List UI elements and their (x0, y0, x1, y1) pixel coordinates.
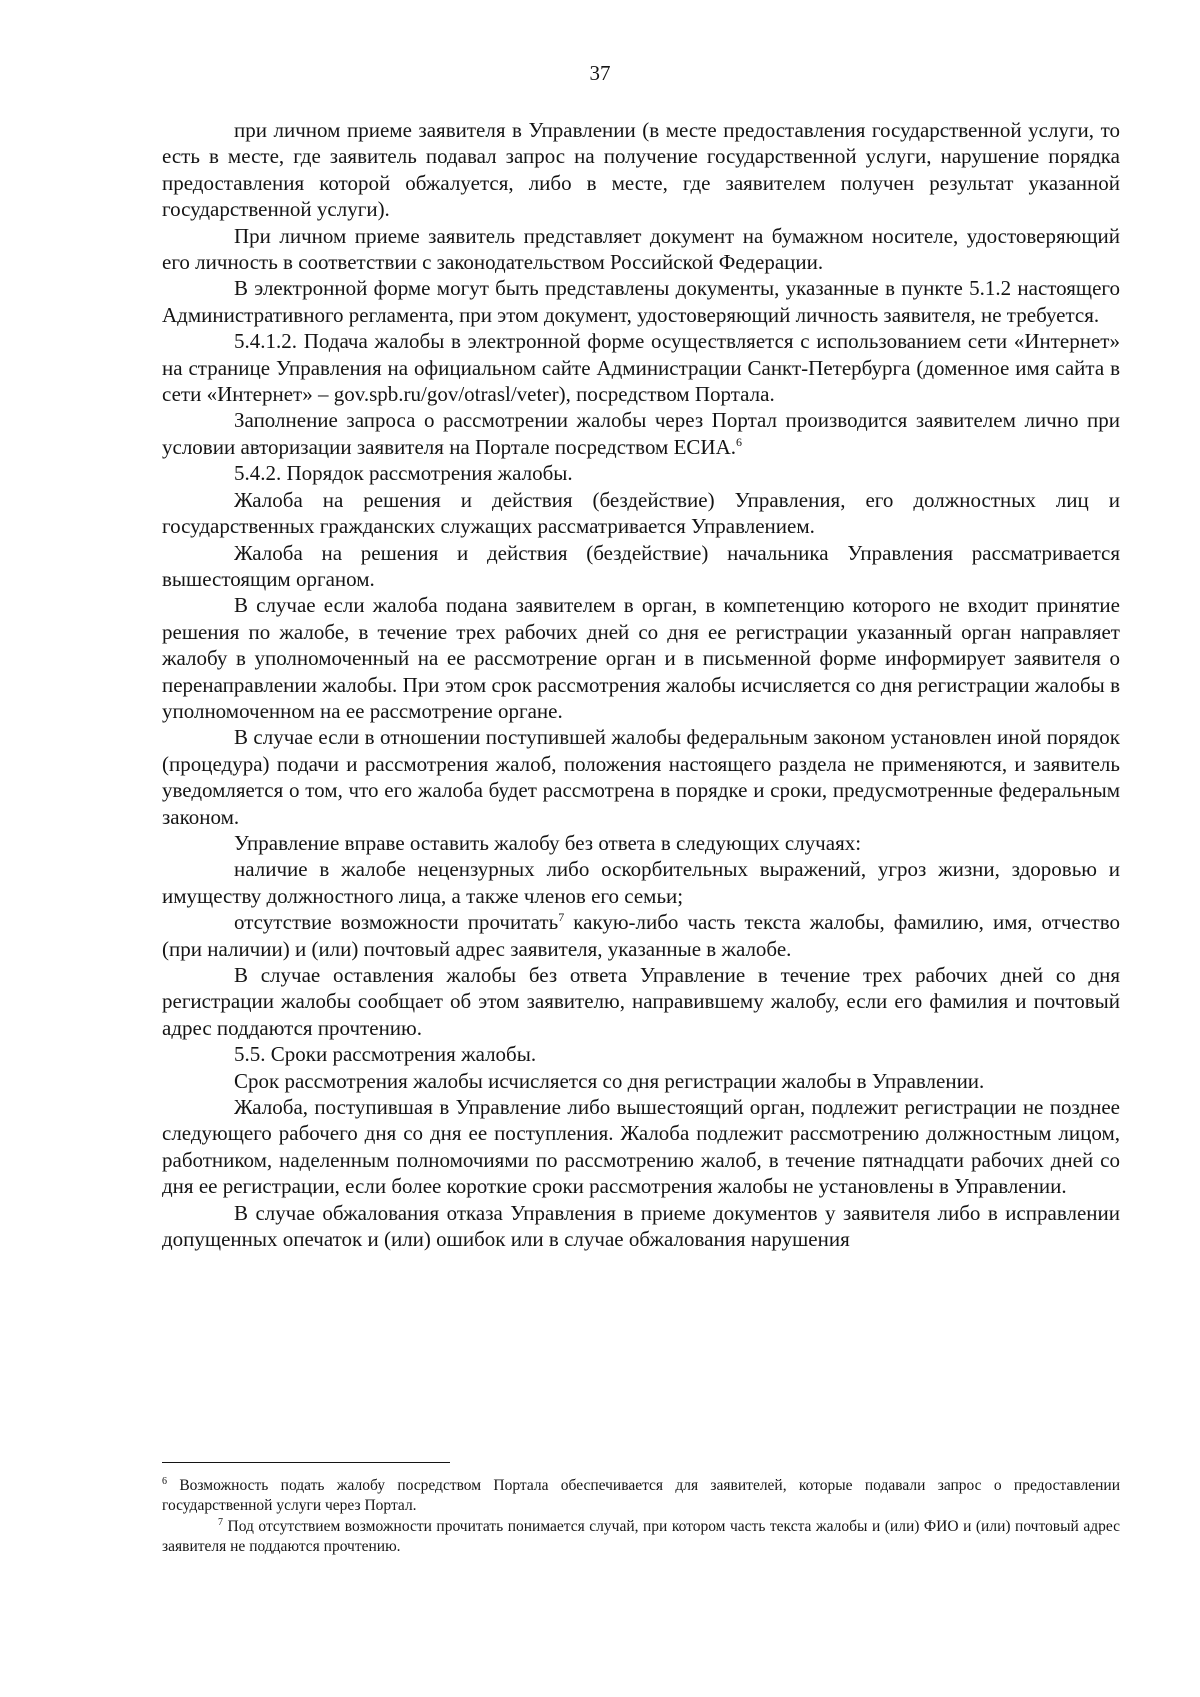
paragraph-3: В электронной форме могут быть представлены документы, указанные в пункте 5.1.2 настоящего Административного регламента, при этом документ, удостоверяющий личность заявителя, не требуется. (162, 276, 1120, 327)
paragraph-8: Жалоба на решения и действия (бездействие) начальника Управления рассматривается вышестоящим органом. (162, 540, 1120, 591)
paragraph-13 (162, 909, 1120, 962)
paragraph-13-lead: отсутствие возможности прочитать (234, 910, 559, 935)
footnote-6 (162, 1476, 1120, 1516)
paragraph-1 (162, 117, 1120, 223)
page-number: 37 (589, 61, 611, 85)
footnote-ref-7: 7 (558, 910, 565, 925)
paragraph-1-text: при личном приеме заявителя в Управлении (в месте предоставления государственной услуги, то есть в месте, где заявитель подавал запрос на получение государственной услуги, нарушение порядка предоставления которой обжалуется, либо в месте, где заявителем получен результат указанной государственной услуги). (162, 118, 1120, 222)
paragraph-18: В случае обжалования отказа Управления в приеме документов у заявителя либо в исправлении допущенных опечаток и (или) ошибок или в случае обжалования нарушения (162, 1200, 1120, 1252)
footnotes (162, 1476, 1120, 1558)
paragraph-4: 5.4.1.2. Подача жалобы в электронной форме осуществляется с использованием сети «Интернет» на странице Управления на официальном сайте Администрации Санкт-Петербурга (доменное имя сайта в сети «Интернет» – gov.spb.ru/gov/otrasl/veter), посредством Портала. (162, 329, 1120, 407)
paragraph-5 (162, 407, 1120, 460)
footnote-7-text: Под отсутствием возможности прочитать понимается случай, при котором часть текста жалобы и (или) ФИО и (или) почтовый адрес заявителя не поддаются прочтению. (162, 1518, 1121, 1555)
paragraph-2: При личном приеме заявитель представляет документ на бумажном носителе, удостоверяющий его личность в соответствии с законодательством Российской Федерации. (162, 223, 1120, 275)
footnote-6-text: Возможность подать жалобу посредством Портала обеспечивается для заявителей, которые подавали запрос о предоставлении государственной услуги через Портал. (162, 1477, 1120, 1514)
paragraph-15: 5.5. Сроки рассмотрения жалобы. (234, 1042, 537, 1067)
paragraph-10: В случае если в отношении поступившей жалобы федеральным законом установлен иной порядок (процедура) подачи и рассмотрения жалоб, положения настоящего раздела не применяются, и заявитель уведомляется о том, что его жалоба будет рассмотрена в порядке и сроки, предусмотренные федеральным законом. (162, 725, 1120, 829)
paragraph-5-text: Заполнение запроса о рассмотрении жалобы через Портал производится заявителем лично при условии авторизации заявителя на Портале посредством ЕСИА. (162, 408, 1120, 459)
footnote-7-mark: 7 (218, 1516, 223, 1528)
paragraph-14: В случае оставления жалобы без ответа Управление в течение трех рабочих дней со дня регистрации жалобы сообщает об этом заявителю, направившему жалобу, если его фамилия и почтовый адрес поддаются прочтению. (162, 963, 1120, 1040)
paragraph-16: Срок рассмотрения жалобы исчисляется со дня регистрации жалобы в Управлении. (234, 1068, 985, 1093)
paragraph-7: Жалоба на решения и действия (бездействие) Управления, его должностных лиц и государственных гражданских служащих рассматривается Управлением. (162, 487, 1120, 539)
footnote-7 (162, 1517, 1120, 1557)
footnote-separator (162, 1462, 450, 1463)
paragraph-12: наличие в жалобе нецензурных либо оскорбительных выражений, угроз жизни, здоровью и имуществу должностного лица, а также членов его семьи; (162, 857, 1120, 908)
footnote-6-mark: 6 (162, 1475, 167, 1487)
paragraph-13-rest: какую-либо часть текста жалобы, фамилию, имя, отчество (при наличии) и (или) почтовый адрес заявителя, указанные в жалобе. (162, 910, 1120, 961)
body-text (162, 117, 1120, 1252)
paragraph-6: 5.4.2. Порядок рассмотрения жалобы. (234, 461, 573, 486)
paragraph-9: В случае если жалоба подана заявителем в орган, в компетенцию которого не входит принятие решения по жалобе, в течение трех рабочих дней со дня ее регистрации указанный орган направляет жалобу в уполномоченный на ее рассмотрение орган и в письменной форме информирует заявителя о перенаправлении жалобы. При этом срок рассмотрения жалобы исчисляется со дня регистрации жалобы в уполномоченном на ее рассмотрение органе. (162, 593, 1120, 723)
footnote-ref-6: 6 (736, 434, 743, 449)
paragraph-17: Жалоба, поступившая в Управление либо вышестоящий орган, подлежит регистрации не позднее следующего рабочего дня со дня ее поступления. Жалоба подлежит рассмотрению должностным лицом, работником, наделенным полномочиями по рассмотрению жалоб, в течение пятнадцати рабочих дней со дня ее регистрации, если более короткие сроки рассмотрения жалобы не установлены в Управлении. (162, 1095, 1120, 1199)
paragraph-11: Управление вправе оставить жалобу без ответа в следующих случаях: (234, 830, 862, 855)
